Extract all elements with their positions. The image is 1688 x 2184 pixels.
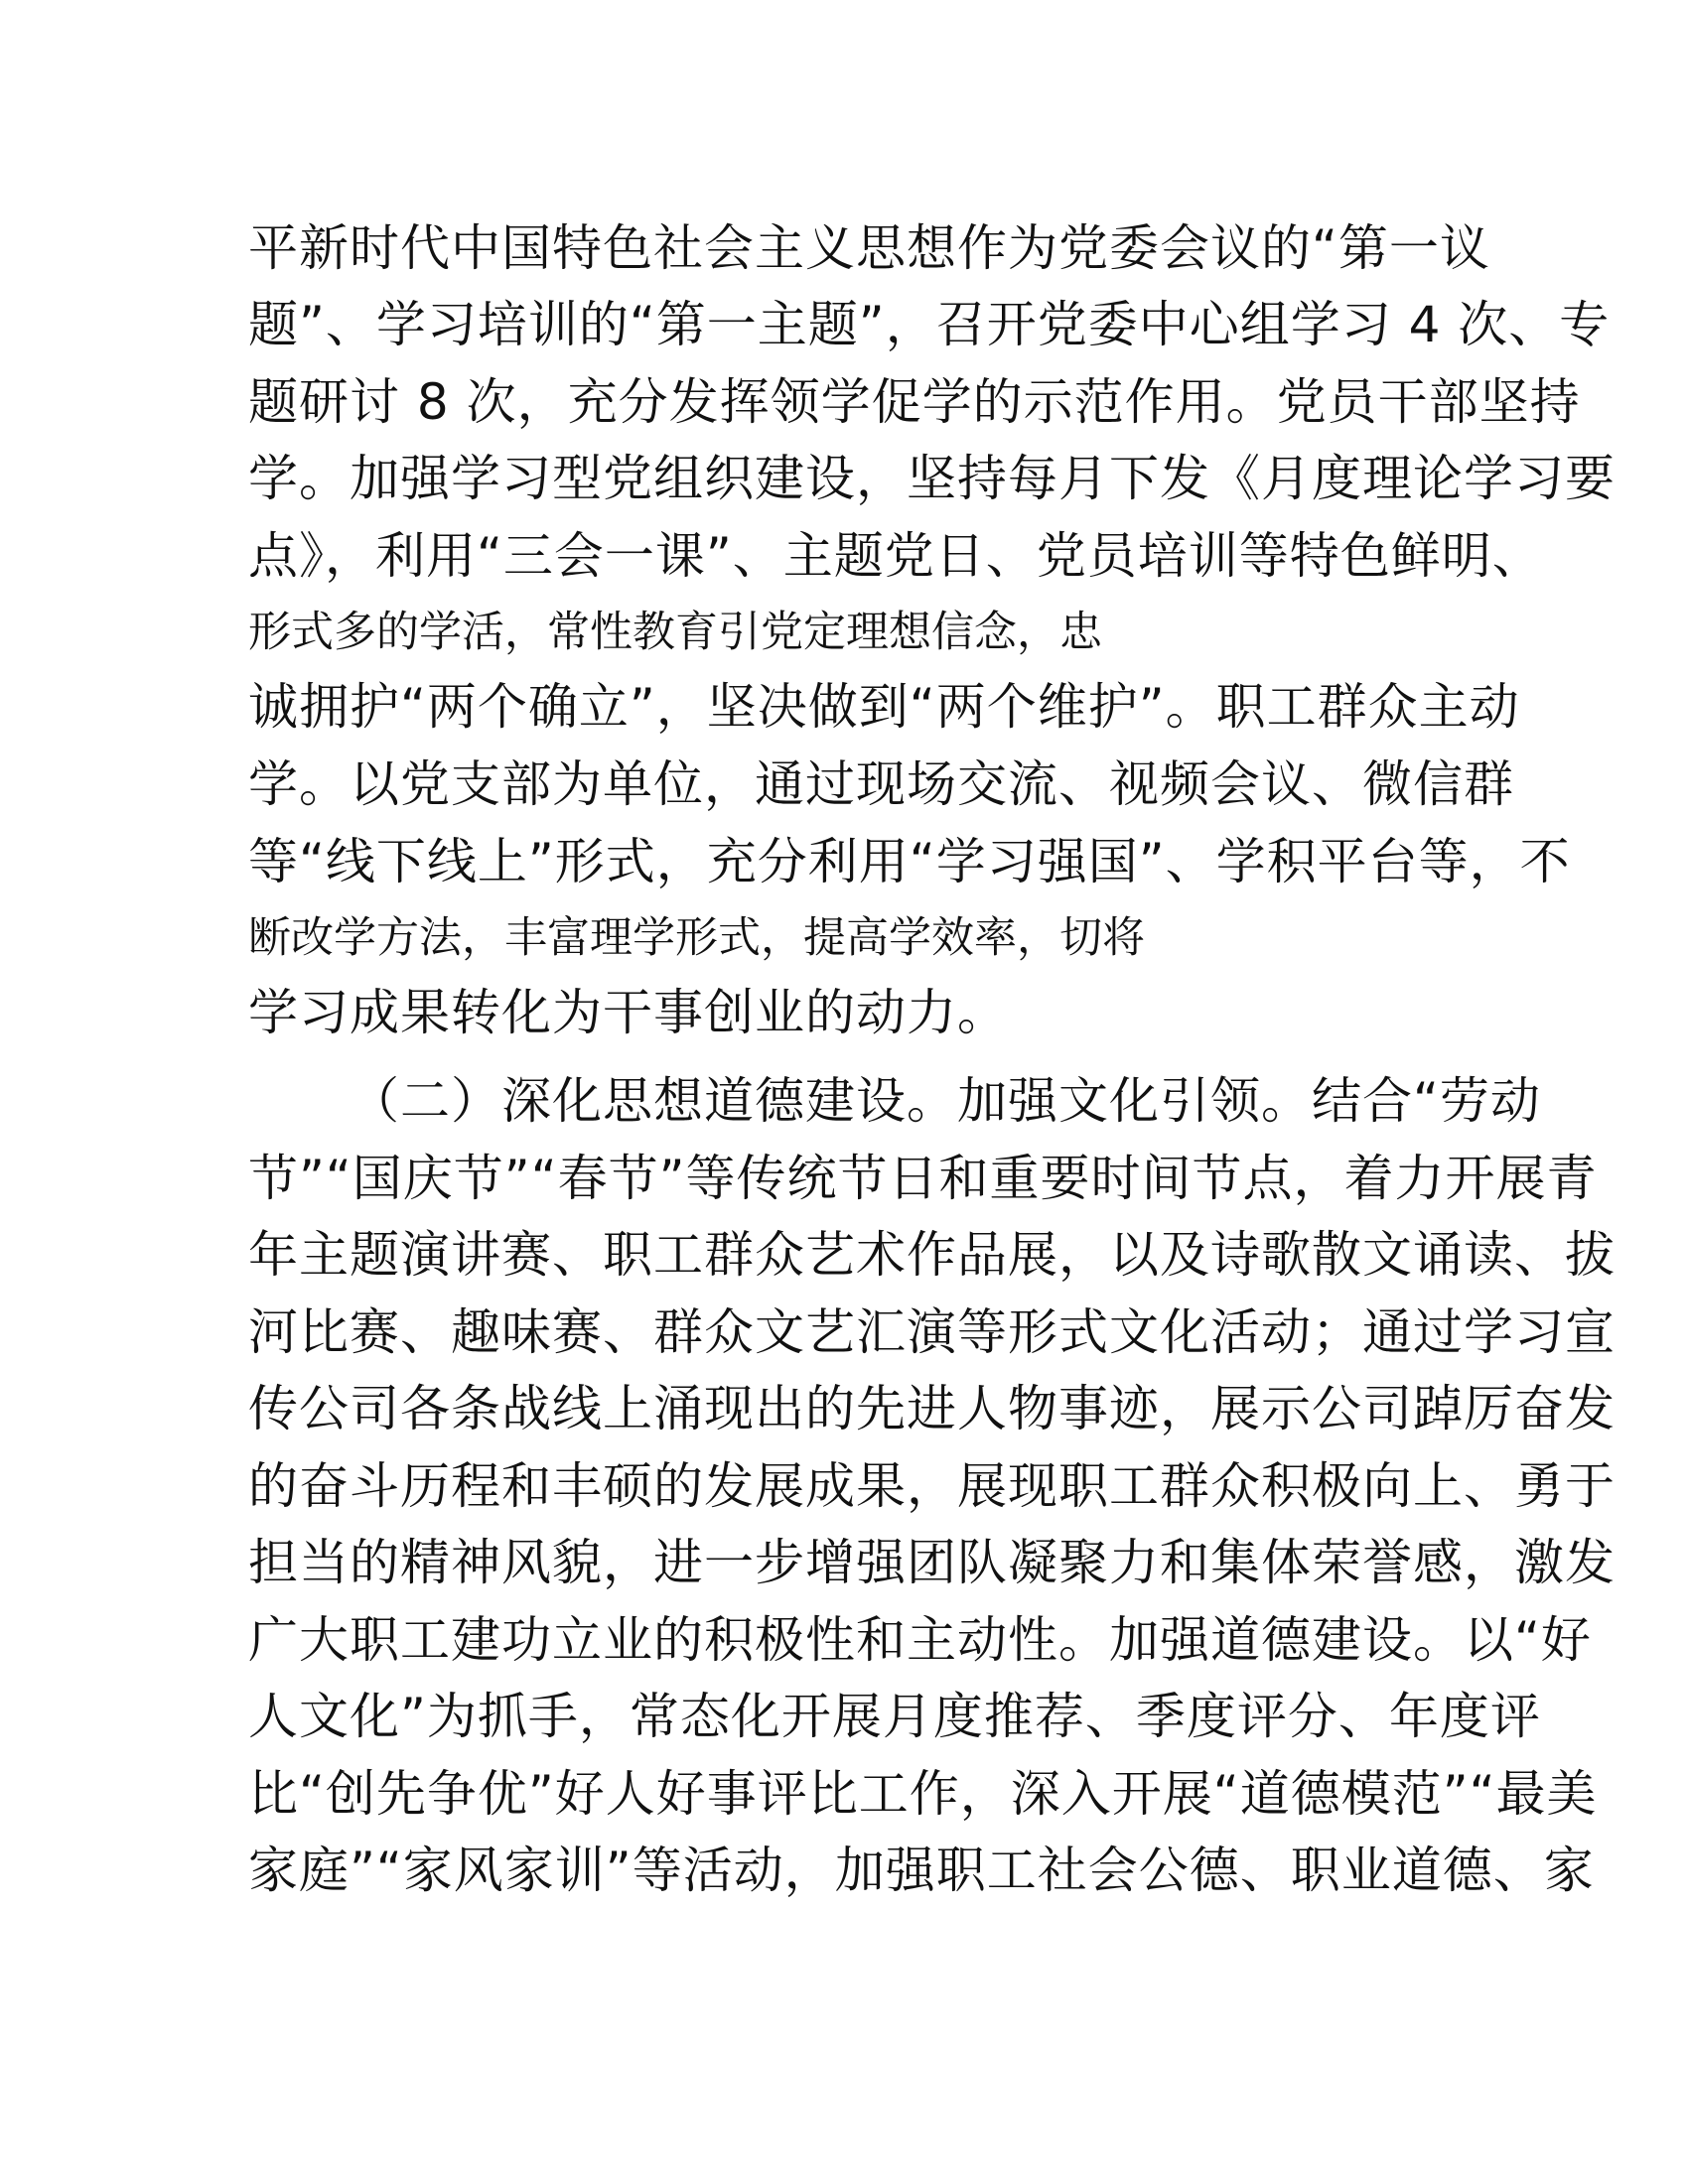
text-line-19: 广大职工建功立业的积极性和主动性。加强道德建设。以“好 xyxy=(248,1611,1592,1669)
text-line-13: 节”“国庆节”“春节”等传统节日和重要时间节点，着力开展青 xyxy=(248,1150,1598,1207)
text-line-3: 题研讨 8 次，充分发挥领学促学的示范作用。党员干部坚持 xyxy=(248,373,1581,431)
text-line-8: 学。以党支部为单位，通过现场交流、视频会议、微信群 xyxy=(248,755,1514,813)
text-line-2: 题”、学习培训的“第一主题”，召开党委中心组学习 4 次、专 xyxy=(248,296,1611,353)
text-line-18: 担当的精神风貌，进一步增强团队凝聚力和集体荣誉感，激发 xyxy=(248,1534,1616,1591)
text-line-11: 学习成果转化为干事创业的动力。 xyxy=(248,984,1008,1041)
text-line-6: 形式多的学活，常性教育引党定理想信念，忠 xyxy=(248,608,1102,657)
text-line-1: 平新时代中国特色社会主义思想作为党委会议的“第一议 xyxy=(248,219,1490,277)
text-line-20: 人文化”为抓手，常态化开展月度推荐、季度评分、年度评 xyxy=(248,1688,1541,1745)
text-line-5: 点》，利用“三会一课”、主题党日、党员培训等特色鲜明、 xyxy=(248,527,1543,585)
text-line-16: 传公司各条战线上涌现出的先进人物事迹，展示公司踔厉奋发 xyxy=(248,1380,1616,1437)
text-line-21: 比“创先争优”好人好事评比工作，深入开展“道德模范”“最美 xyxy=(248,1765,1598,1823)
text-line-10: 断改学方法，丰富理学形式，提高学效率，切将 xyxy=(248,913,1145,963)
text-line-9: 等“线下线上”形式，充分利用“学习强国”、学积平台等，不 xyxy=(248,833,1571,890)
text-line-15: 河比赛、趣味赛、群众文艺汇演等形式文化活动；通过学习宣 xyxy=(248,1303,1616,1361)
section-heading-line: （二）深化思想道德建设。加强文化引领。结合“劳动 xyxy=(350,1072,1541,1130)
text-line-4: 学。加强学习型党组织建设，坚持每月下发《月度理论学习要 xyxy=(248,450,1616,507)
text-line-17: 的奋斗历程和丰硕的发展成果，展现职工群众积极向上、勇于 xyxy=(248,1457,1616,1515)
text-line-14: 年主题演讲赛、职工群众艺术作品展，以及诗歌散文诵读、拔 xyxy=(248,1226,1616,1284)
text-line-7: 诚拥护“两个确立”，坚决做到“两个维护”。职工群众主动 xyxy=(248,678,1520,736)
text-line-22: 家庭”“家风家训”等活动，加强职工社会公德、职业道德、家 xyxy=(248,1842,1595,1899)
